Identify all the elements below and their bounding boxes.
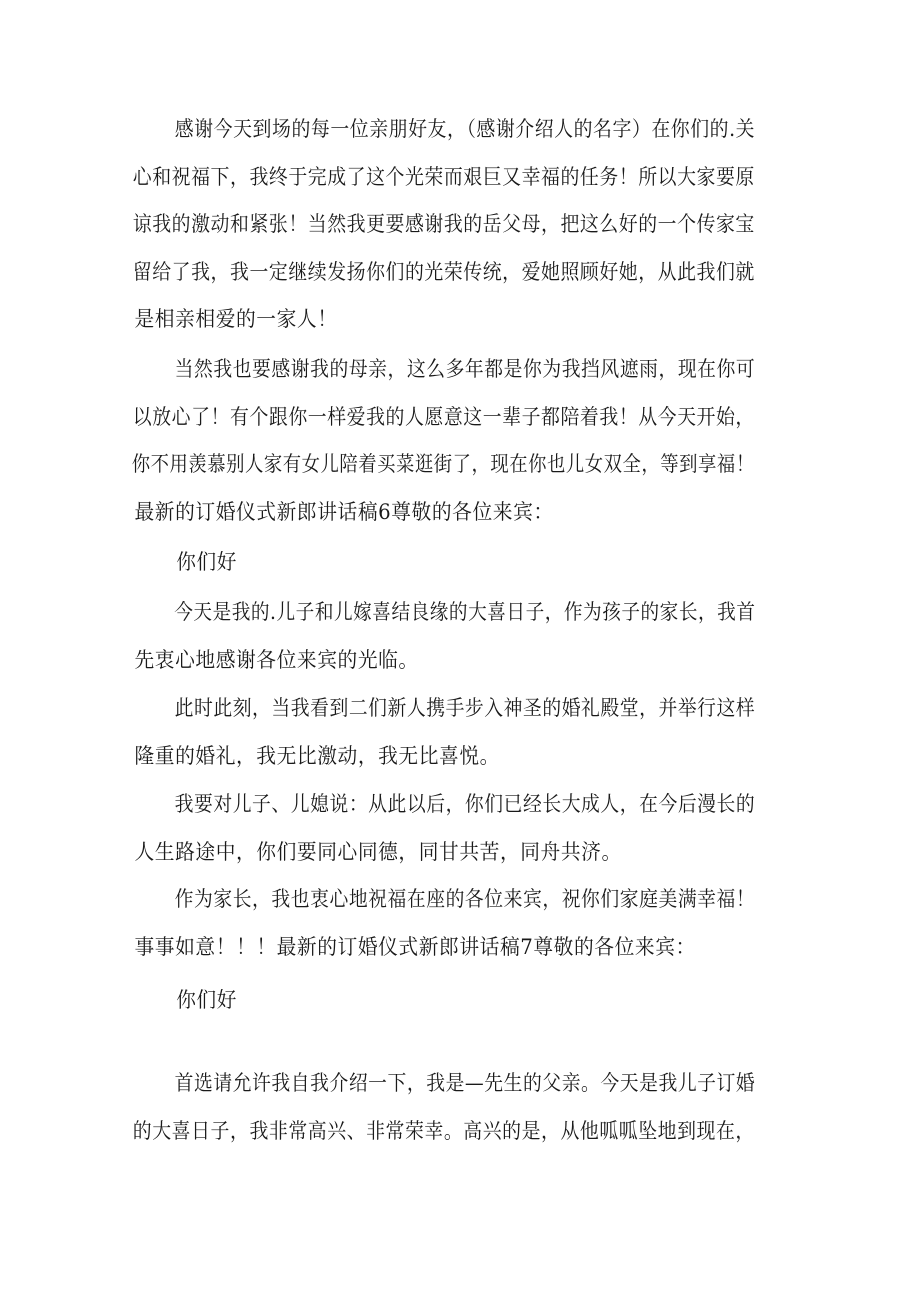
- paragraph-blessing: [134, 876, 797, 971]
- text-line: 你不用羡慕别人家有女儿陪着买菜逛街了，现在你也儿女双全，等到享福！: [131, 452, 755, 476]
- paragraph-thanks-mother: [131, 346, 797, 536]
- text-line: 我要对儿子、儿媳说：从此以后，你们已经长大成人，在今后漫长的: [174, 792, 756, 816]
- text-line: 谅我的激动和紧张！当然我更要感谢我的岳父母，把这么好的一个传家宝: [132, 212, 755, 236]
- text-line: 的大喜日子，我非常高兴、非常荣幸。高兴的是，从他呱呱坠地到现在，: [132, 1118, 755, 1143]
- text-line: 当然我也要感谢我的母亲，这么多年都是你为我挡风遮雨，现在你可: [174, 357, 756, 381]
- text-line: 心和祝福下，我终于完成了这个光荣而艰巨又幸福的任务！所以大家要原: [132, 164, 755, 189]
- text-line: 隆重的婚礼，我无比激动，我无比喜悦。: [134, 743, 500, 768]
- text-line: 以放心了！有个跟你一样爱我的人愿意这一辈子都陪着我！从今天开始，: [132, 404, 755, 429]
- text-line: 人生路途中，你们要同心同德，同甘共苦，同舟共济。: [134, 839, 622, 864]
- text-line: 最新的订婚仪式新郎讲话稿6尊敬的各位来宾：: [134, 499, 554, 524]
- paragraph-greeting: [137, 539, 797, 587]
- text-line: 事事如意！！！最新的订婚仪式新郎讲话稿7尊敬的各位来宾：: [134, 934, 696, 959]
- paragraph-greeting-2: [137, 977, 797, 1025]
- text-line: 先衷心地感谢各位来宾的光临。: [134, 647, 419, 672]
- paragraph-self-intro: [132, 1060, 797, 1155]
- text-line: 留给了我，我一定继续发扬你们的光荣传统，爱她照顾好她，从此我们就: [132, 259, 755, 284]
- paragraph-parent-thanks: [134, 589, 797, 684]
- paragraph-this-moment: [134, 685, 797, 780]
- text-line: 你们好: [176, 988, 237, 1012]
- text-line: 此时此刻，当我看到二们新人携手步入神圣的婚礼殿堂，并举行这样: [174, 696, 756, 720]
- text-line: 你们好: [176, 550, 237, 574]
- paragraph-thanks-guests: [132, 106, 797, 344]
- text-line: 今天是我的.儿子和儿嫁喜结良缘的大喜日子，作为孩子的家长，我首: [174, 600, 756, 624]
- paragraph-to-couple: [134, 781, 797, 876]
- text-line: 感谢今天到场的每一位亲朋好友，（感谢介绍人的名字）在你们的.关: [174, 117, 756, 141]
- text-line: 是相亲相爱的一家人！: [134, 307, 338, 331]
- text-line: 作为家长，我也衷心地祝福在座的各位来宾，祝你们家庭美满幸福！: [174, 887, 756, 911]
- text-line: 首选请允许我自我介绍一下，我是—先生的父亲。今天是我儿子订婚: [174, 1071, 756, 1095]
